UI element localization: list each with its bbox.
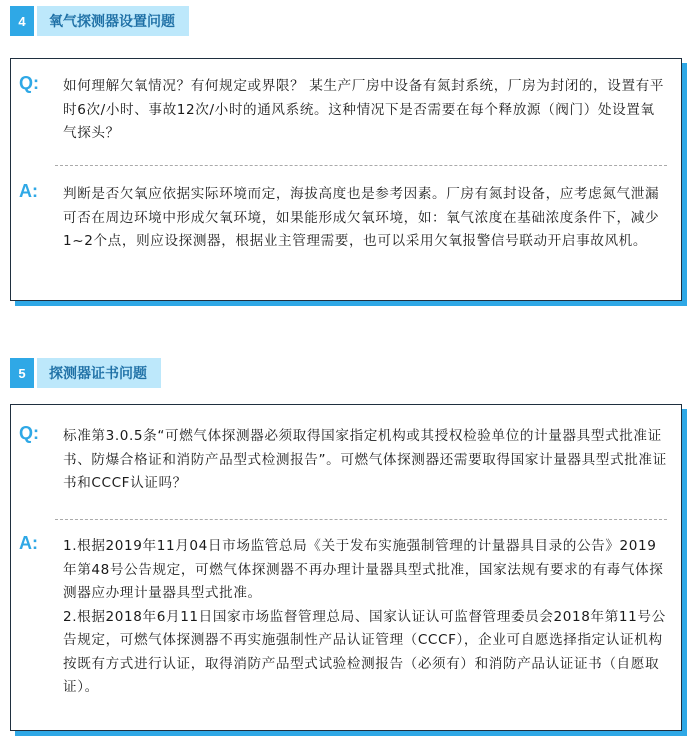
question-block	[19, 425, 667, 496]
divider	[55, 165, 667, 166]
section-5-header	[10, 358, 161, 388]
question-text: 标准第3.0.5条“可燃气体探测器必须取得国家指定机构或其授权检验单位的计量器具型式批准证书、防爆合格证和消防产品型式检测报告”。可燃气体探测器还需要取得国家计量器具型式批准证书和CCCF认证吗？	[63, 428, 667, 491]
answer-paragraph-2: 2.根据2018年6月11日国家市场监督管理总局、国家认证认可监督管理委员会2018年第11号公告规定，可燃气体探测器不再实施强制性产品认证管理（CCCF），企业可自愿选择指定认证机构按既有方式进行认证，取得消防产品型式试验检测报告（必须有）和消防产品认证证书（自愿取证）。	[63, 608, 666, 695]
section-4-card	[10, 58, 682, 301]
section-number-badge: 4	[10, 6, 34, 36]
answer-block	[19, 535, 667, 700]
q-label: Q:	[19, 73, 39, 93]
section-title: 氧气探测器设置问题	[34, 6, 189, 36]
divider	[55, 519, 667, 520]
answer-text	[63, 535, 667, 700]
section-4-header	[10, 6, 189, 36]
answer-paragraph-1: 1.根据2019年11月04日市场监管总局《关于发布实施强制管理的计量器具目录的公告》2019年第48号公告规定，可燃气体探测器不再办理计量器具型式批准，国家法规有要求的有毒气体探测器应办理计量器具型式批准。	[63, 538, 664, 601]
a-label: A:	[19, 181, 38, 201]
question-text: 如何理解欠氧情况？有何规定或界限？ 某生产厂房中设备有氮封系统，厂房为封闭的，设置有平时6次/小时、事故12次/小时的通风系统。这种情况下是否需要在每个释放源（阀门）处设置氧气探头？	[63, 78, 665, 141]
a-label: A:	[19, 533, 38, 553]
question-block	[19, 75, 667, 146]
section-5-card	[10, 404, 682, 731]
q-label: Q:	[19, 423, 39, 443]
answer-text: 判断是否欠氧应依据实际环境而定，海拔高度也是参考因素。厂房有氮封设备，应考虑氮气泄漏可否在周边环境中形成欠氧环境，如果能形成欠氧环境，如：氧气浓度在基础浓度条件下，减少1~2个点，则应设探测器，根据业主管理需要，也可以采用欠氧报警信号联动开启事故风机。	[63, 186, 660, 249]
section-title: 探测器证书问题	[34, 358, 161, 388]
section-number-badge: 5	[10, 358, 34, 388]
answer-block	[19, 183, 667, 254]
